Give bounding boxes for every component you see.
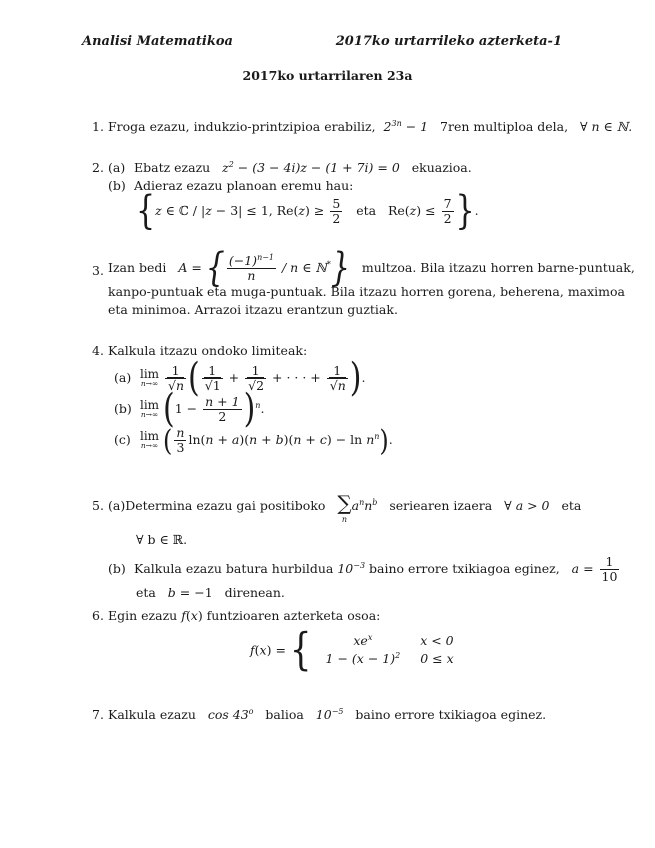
exam-title: 2017ko urtarrileko azterketa-1 (335, 34, 562, 49)
sub-text: Ebatz ezazu (133, 160, 211, 175)
subquestion-a: (a) Determina ezazu gai positiboko ∑ n $a^nn^b$ seriearen izaera ∀ a > 0 eta (108, 491, 582, 524)
question-4 (92, 342, 570, 458)
subquestion-b-line-2: eta b = −1 direnean. (136, 585, 285, 600)
sub-label: (a) (108, 160, 126, 175)
question-number: 5. (92, 498, 104, 513)
subquestion-b: (b) Kalkula ezazu batura hurbildua $10^{-3}$ baino errore txikiagoa eginez, a = $\frac{1}{10}$ (108, 554, 618, 584)
question-number: 6. (92, 608, 104, 623)
math-set-region: {z ∈ ℂ / |z − 3| ≤ 1, Re(z) ≥ $\frac{5}{2}$ eta Re(z) ≤ $\frac{7}{2}$ }. (136, 188, 479, 234)
math-expression: $2^{3n} - 1$ (383, 119, 429, 134)
question-text-after: funtzioaren azterketa osoa: (206, 608, 381, 623)
sub-text: Kalkula ezazu batura hurbildua (133, 561, 334, 576)
sub-text-mid: baino errore txikiagoa eginez, (369, 561, 560, 576)
question-line-3: eta minimoa. Arrazoi itzazu erantzun guztiak. (108, 302, 398, 317)
question-number: 3. (92, 263, 104, 278)
sub-label: (b) (114, 401, 132, 416)
course-title: Analisi Matematikoa (82, 34, 233, 49)
question-7: 7. Kalkula ezazu cos 43$^o$ balioa $10^{-5}$ baino errore txikiagoa eginez. (92, 707, 547, 722)
math-forall: ∀ n ∈ ℕ. (580, 119, 633, 134)
question-number: 2. (92, 160, 104, 175)
sub-label: (b) (108, 178, 126, 193)
math-condition: ∀ a > 0 (504, 498, 550, 513)
question-number: 7. (92, 707, 104, 722)
sub-label: (c) (114, 432, 131, 447)
piecewise-function: f(x) = { $xe^x$ x < 0 $1 - (x - 1)^2$ 0 ≤ x (250, 624, 454, 676)
question-line-1 (108, 245, 635, 291)
eta-word: eta (561, 498, 582, 513)
question-3 (92, 245, 635, 319)
sub-text-end: direnean. (224, 585, 285, 600)
eta-word: eta (356, 203, 377, 218)
question-text-mid: balioa (265, 707, 304, 722)
question-number: 4. (92, 343, 104, 358)
sub-text-after: seriearen izaera (389, 498, 493, 513)
question-text: Kalkula itzazu ondoko limiteak: (108, 343, 308, 358)
question-text-after: 7ren multiploa dela, (440, 119, 569, 134)
sub-text: Determina ezazu gai positiboko (125, 498, 326, 513)
subquestion-b (108, 177, 570, 195)
limit-b: (b) lim n→∞ (1 − $\frac{n + 1}{2}$ )$^n$. (114, 386, 265, 432)
question-text: Froga ezazu, indukzio-printzipioa erabiliz, (108, 119, 376, 134)
limit-a: (a) lim n→∞ $\frac{1}{√n}$ ( $\frac{1}{√1}$ + $\frac{1}{√2}$ + · · · + $\frac{1}{√n}$ ). (114, 355, 366, 401)
exam-date: 2017ko urtarrilaren 23a (242, 68, 413, 83)
question-text-after: multzoa. Bila itzazu horren barne-puntuak, (361, 260, 635, 275)
sub-label: (a) (108, 498, 126, 513)
question-5 (92, 491, 618, 602)
question-number: 1. (92, 119, 104, 134)
question-line-2: kanpo-puntuak eta muga-puntuak. Bila itzazu horren gorena, beherena, maximoa (108, 284, 626, 299)
eta-word: eta (136, 585, 156, 600)
question-text: Kalkula ezazu (108, 707, 196, 722)
limit-c: (c) lim n→∞ ( $\frac{n}{3}$ $\ln(n + a)(n + b)(n + c) - \ln n^n$). (114, 423, 393, 458)
sub-text: Adieraz ezazu planoan eremu hau: (133, 178, 354, 193)
question-2 (92, 159, 570, 234)
question-text: Egin ezazu (108, 608, 178, 623)
question-text-after: baino errore txikiagoa eginez. (355, 707, 547, 722)
question-1 (92, 118, 633, 136)
subquestion-a-line-2: ∀ b ∈ ℝ. (136, 532, 188, 547)
math-equation: $z^2 - (3 - 4i)z - (1 + 7i) = 0$ (222, 160, 400, 175)
math-set: A = { $\frac{(-1)^{n-1}}{n}$ / n ∈ ℕ*} (178, 245, 350, 291)
question-text: Izan bedi (108, 260, 167, 275)
sub-text-after: ekuazioa. (411, 160, 472, 175)
sub-label: (b) (108, 561, 126, 576)
question-6: 6. Egin ezazu f(x) funtzioaren azterketa osoa: (92, 608, 381, 623)
subquestion-a (108, 159, 570, 177)
sub-label: (a) (114, 370, 132, 385)
